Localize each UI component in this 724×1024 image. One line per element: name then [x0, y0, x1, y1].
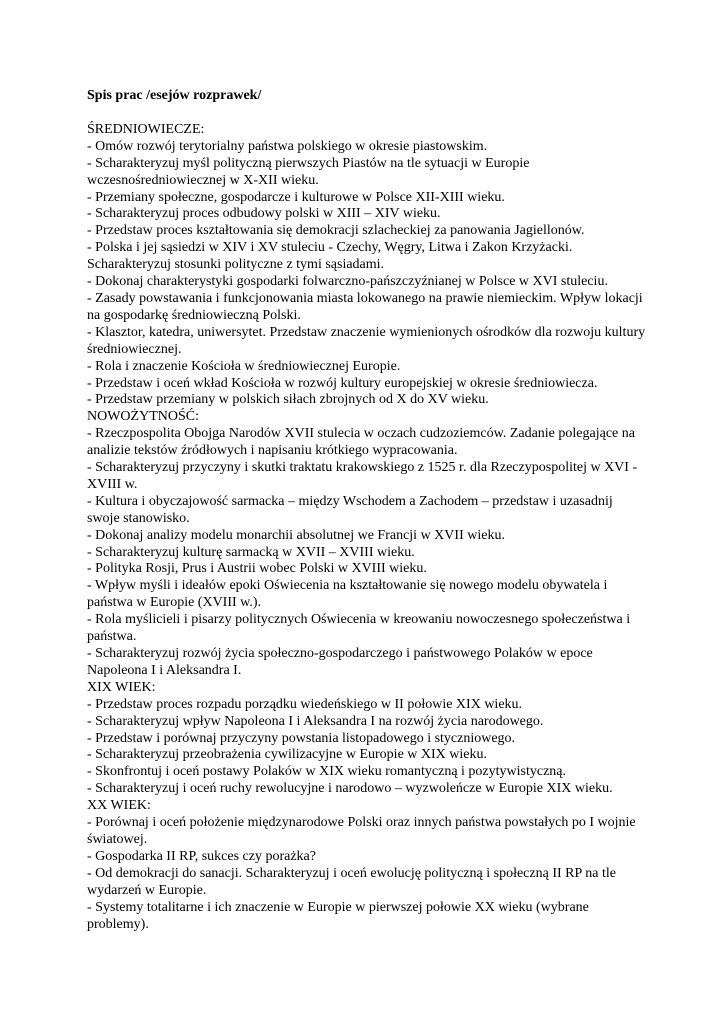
topic-list	[87, 139, 647, 410]
list-item: - Przedstaw i oceń wkład Kościoła w rozwój kultury europejskiej w okresie średniowiecza.	[87, 375, 598, 391]
document-page	[87, 88, 647, 933]
section-heading: NOWOŻYTNOŚĆ:	[87, 409, 199, 425]
list-item: - Wpływ myśli i ideałów epoki Oświecenia na kształtowanie się nowego modelu obywatela i państwa w Europie (XVIII w.).	[87, 578, 608, 611]
list-item: - Przedstaw przemiany w polskich siłach zbrojnych od X do XV wieku.	[87, 392, 489, 408]
list-item: - Przedstaw proces rozpadu porządku wiedeńskiego w II połowie XIX wieku.	[87, 696, 523, 712]
section-xx-wiek	[87, 798, 647, 933]
list-item: - Kultura i obyczajowość sarmacka – między Wschodem a Zachodem – przedstaw i uzasadnij swoje stanowisko.	[87, 493, 613, 526]
list-item: - Scharakteryzuj i oceń ruchy rewolucyjne i narodowo – wyzwoleńcze w Europie XIX wieku.	[87, 781, 613, 797]
section-sredniowiecze	[87, 122, 647, 409]
topic-list	[87, 697, 647, 798]
document-title: Spis prac /esejów rozprawek/	[87, 88, 262, 103]
list-item: - Systemy totalitarne i ich znaczenie w Europie w pierwszej połowie XX wieku (wybrane problemy).	[87, 899, 589, 932]
list-item: - Scharakteryzuj myśl polityczną pierwszych Piastów na tle sytuacji w Europie wczesnośredniowiecznej w X-XII wieku.	[87, 155, 530, 188]
list-item: - Zasady powstawania i funkcjonowania miasta lokowanego na prawie niemieckim. Wpływ lokacji na gospodarkę średniowieczną Polski.	[87, 290, 643, 323]
section-heading: XIX WIEK:	[87, 679, 156, 695]
list-item: - Scharakteryzuj rozwój życia społeczno-gospodarczego i państwowego Polaków w epoce Napoleona I i Aleksandra I.	[87, 646, 593, 678]
list-item: - Scharakteryzuj przeobrażenia cywilizacyjne w Europie w XIX wieku.	[87, 747, 487, 763]
section-xix-wiek	[87, 680, 647, 798]
topic-list	[87, 815, 647, 933]
section-nowozytnosc	[87, 409, 647, 680]
topic-list	[87, 426, 647, 680]
list-item: - Polityka Rosji, Prus i Austrii wobec Polski w XVIII wieku.	[87, 561, 427, 577]
list-item: - Scharakteryzuj przyczyny i skutki traktatu krakowskiego z 1525 r. dla Rzeczypospolitej w XVI - XVIII w.	[87, 460, 638, 492]
list-item: - Polska i jej sąsiedzi w XIV i XV stuleciu - Czechy, Węgry, Litwa i Zakon Krzyżacki. Scharakteryzuj stosunki polityczne z tymi sąsiadami.	[87, 240, 573, 273]
list-item: - Scharakteryzuj proces odbudowy polski w XIII – XIV wieku.	[87, 206, 441, 222]
list-item: - Rola i znaczenie Kościoła w średniowiecznej Europie.	[87, 358, 401, 374]
list-item: - Porównaj i oceń położenie międzynarodowe Polski oraz innych państwa powstałych po I wojnie światowej.	[87, 815, 636, 847]
list-item: - Rola myślicieli i pisarzy politycznych Oświecenia w kreowaniu nowoczesnego społeczeństwa i państwa.	[87, 612, 631, 645]
list-item: - Przedstaw proces kształtowania się demokracji szlacheckiej za panowania Jagiellonów.	[87, 223, 585, 239]
list-item: - Przedstaw i porównaj przyczyny powstania listopadowego i styczniowego.	[87, 730, 516, 746]
section-heading: ŚREDNIOWIECZE:	[87, 121, 205, 137]
list-item: - Rzeczpospolita Obojga Narodów XVII stulecia w oczach cudzoziemców. Zadanie polegające na analizie tekstów źródłowych i napisaniu krótkiego wypracowania.	[87, 426, 635, 459]
list-item: - Omów rozwój terytorialny państwa polskiego w okresie piastowskim.	[87, 138, 488, 154]
list-item: - Scharakteryzuj kulturę sarmacką w XVII – XVIII wieku.	[87, 544, 415, 560]
list-item: - Dokonaj analizy modelu monarchii absolutnej we Francji w XVII wieku.	[87, 527, 505, 543]
list-item: - Skonfrontuj i oceń postawy Polaków w XIX wieku romantyczną i pozytywistyczną.	[87, 764, 567, 780]
list-item: - Gospodarka II RP, sukces czy porażka?	[87, 848, 316, 864]
list-item: - Od demokracji do sanacji. Scharakteryzuj i oceń ewolucję polityczną i społeczną II RP na tle wydarzeń w Europie.	[87, 865, 616, 898]
list-item: - Scharakteryzuj wpływ Napoleona I i Aleksandra I na rozwój życia narodowego.	[87, 713, 544, 729]
section-heading: XX WIEK:	[87, 798, 151, 814]
list-item: - Klasztor, katedra, uniwersytet. Przedstaw znaczenie wymienionych ośrodków dla rozwoju kultury średniowiecznej.	[87, 324, 646, 357]
list-item: - Dokonaj charakterystyki gospodarki folwarczno-pańszczyźnianej w Polsce w XVI stuleciu.	[87, 274, 608, 290]
list-item: - Przemiany społeczne, gospodarcze i kulturowe w Polsce XII-XIII wieku.	[87, 189, 505, 205]
